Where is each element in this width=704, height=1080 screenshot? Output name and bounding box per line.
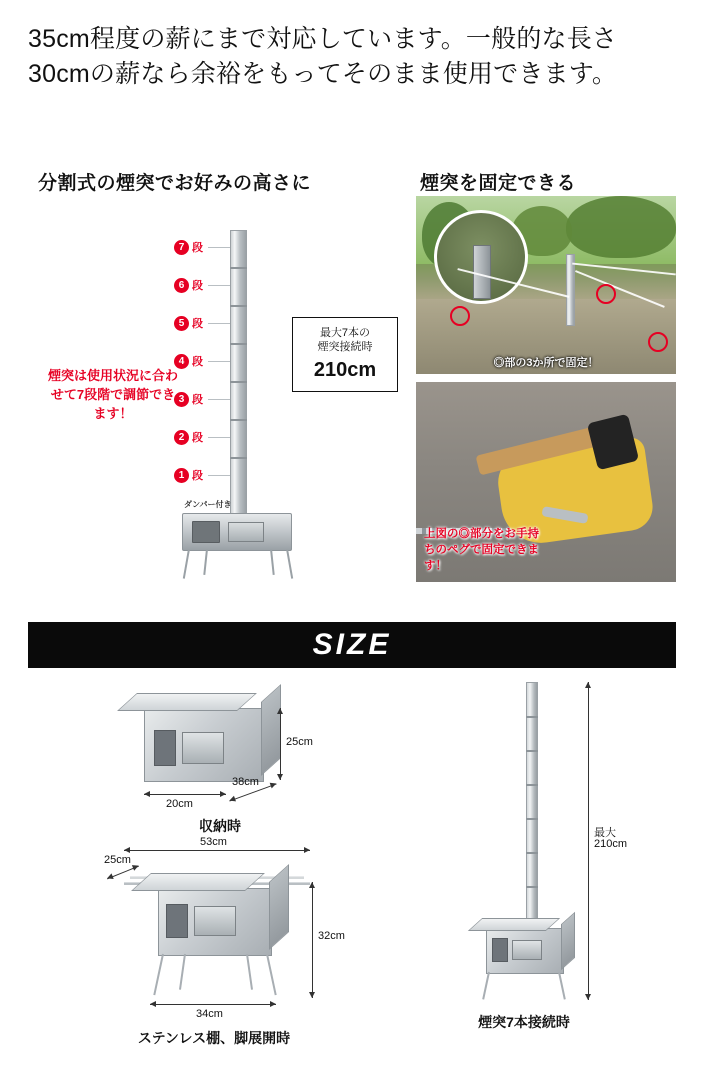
stove-leg [246, 954, 253, 990]
photo-peg-fixing [416, 382, 676, 582]
step-tick [208, 475, 230, 476]
step-number: 5 [174, 316, 189, 331]
dim-arrow-width [144, 794, 226, 795]
stove-leg [203, 549, 208, 575]
stove-window [182, 732, 224, 764]
chimney-joint [230, 457, 247, 459]
dim-width: 34cm [196, 1008, 223, 1020]
size-diagram-full-chimney [430, 676, 670, 1036]
photo-top-caption: ◎部の3か所で固定！ [493, 357, 599, 369]
stove-window [228, 522, 264, 542]
chimney-pipe [230, 230, 247, 520]
stove-leg [558, 972, 566, 1000]
size-diagram-deployed [96, 836, 356, 1046]
dim-arrow-shelf-width [124, 850, 310, 851]
step-label: 段 [192, 356, 203, 368]
stove-leg [183, 549, 190, 579]
dim-arrow-max-height [588, 682, 589, 1000]
dim-height: 32cm [318, 930, 345, 942]
stove-box-top [117, 693, 257, 711]
chimney-joint [230, 305, 247, 307]
stove-box-top [131, 873, 265, 891]
stove-leg [266, 954, 277, 995]
step-number: 7 [174, 240, 189, 255]
chimney-joint [230, 419, 247, 421]
step-tick [208, 399, 230, 400]
chimney-step-6 [174, 277, 230, 293]
zoom-inset-circle [434, 210, 528, 304]
chimney-joint [526, 852, 538, 854]
dim-width: 20cm [166, 798, 193, 810]
chimney-step-3 [174, 391, 230, 407]
stove-door [192, 521, 220, 543]
chimney-height-callout [292, 317, 398, 392]
step-label: 段 [192, 318, 203, 330]
size-banner-label: SIZE [312, 628, 392, 661]
stove-door [492, 938, 508, 962]
callout-line-2: 煙突接続時 [317, 341, 373, 354]
step-number: 4 [174, 354, 189, 369]
intro-paragraph: 35cm程度の薪にまで対応しています。一般的な長さ30cmの薪なら余裕をもってそのまま使用できます。 [28, 25, 618, 88]
chimney-step-4 [174, 353, 230, 369]
stove-door [154, 730, 176, 766]
step-tick [208, 247, 230, 248]
step-number: 2 [174, 430, 189, 445]
stove-window [194, 906, 236, 936]
stove-box-top [468, 918, 560, 931]
chimney-step-7 [174, 239, 230, 255]
size-caption-deployed: ステンレス棚、脚展開時 [137, 1030, 291, 1046]
fixing-point-marker [648, 332, 668, 352]
stove-leg [153, 954, 164, 995]
step-label: 段 [192, 394, 203, 406]
callout-value: 210cm [313, 358, 377, 381]
dim-arrow-width [150, 1004, 276, 1005]
fixing-point-marker [450, 306, 470, 326]
dim-shelf-depth: 25cm [104, 854, 131, 866]
stove-leg [482, 972, 490, 1000]
step-number: 1 [174, 468, 189, 483]
step-tick [208, 323, 230, 324]
step-label: 段 [192, 432, 203, 444]
dim-height: 25cm [286, 736, 313, 748]
chimney-joint [526, 750, 538, 752]
callout-line-1: 最大7本の [319, 327, 371, 339]
damper-note: ダンパー付き [184, 500, 232, 509]
size-banner [28, 622, 676, 668]
size-diagram-stored [120, 686, 320, 834]
step-number: 3 [174, 392, 189, 407]
step-tick [208, 361, 230, 362]
dim-arrow-height [312, 882, 313, 998]
stove-leg [286, 549, 293, 579]
chimney-joint [526, 886, 538, 888]
chimney-pipe [526, 682, 538, 928]
dim-max-label: 最大 [594, 827, 616, 839]
dim-arrow-height [280, 708, 281, 780]
stove-box-side [561, 912, 575, 971]
step-number: 6 [174, 278, 189, 293]
step-label: 段 [192, 280, 203, 292]
stove-leg [179, 954, 186, 990]
section-heading-chimney: 分割式の煙突でお好みの高さに [38, 173, 312, 194]
chimney-step-1 [174, 467, 230, 483]
chimney-diagram [30, 195, 390, 585]
size-caption-full-chimney: 煙突7本接続時 [478, 1014, 570, 1030]
step-tick [208, 285, 230, 286]
section-heading-fixing: 煙突を固定できる [420, 173, 577, 194]
stove-window [512, 940, 542, 960]
chimney-step-2 [174, 429, 230, 445]
chimney-joint [526, 716, 538, 718]
dim-max-height: 210cm [594, 838, 628, 850]
step-tick [208, 437, 230, 438]
stove-leg [270, 549, 275, 575]
tree-shape [566, 196, 676, 258]
stove-box-side [261, 684, 281, 776]
chimney-joint [526, 784, 538, 786]
step-label: 段 [192, 242, 203, 254]
chimney-joint [230, 267, 247, 269]
photo-bottom-note: 上図の◎部分をお手持ちのペグで固定できます！ [424, 527, 539, 572]
photo-chimney-guyline [416, 196, 676, 374]
size-caption-stored: 収納時 [199, 818, 241, 834]
chimney-joint [230, 343, 247, 345]
chimney-joint [526, 818, 538, 820]
photo-chimney-pipe [566, 254, 575, 326]
guy-line [572, 263, 676, 275]
chimney-step-5 [174, 315, 230, 331]
fixing-point-marker [596, 284, 616, 304]
stove-door [166, 904, 188, 938]
chimney-joint [230, 381, 247, 383]
chimney-red-note: 煙突は使用状況に合わせて7段階で調節できます！ [48, 368, 179, 421]
dim-shelf-width: 53cm [200, 836, 227, 848]
dim-depth: 38cm [232, 776, 259, 788]
step-label: 段 [192, 470, 203, 482]
